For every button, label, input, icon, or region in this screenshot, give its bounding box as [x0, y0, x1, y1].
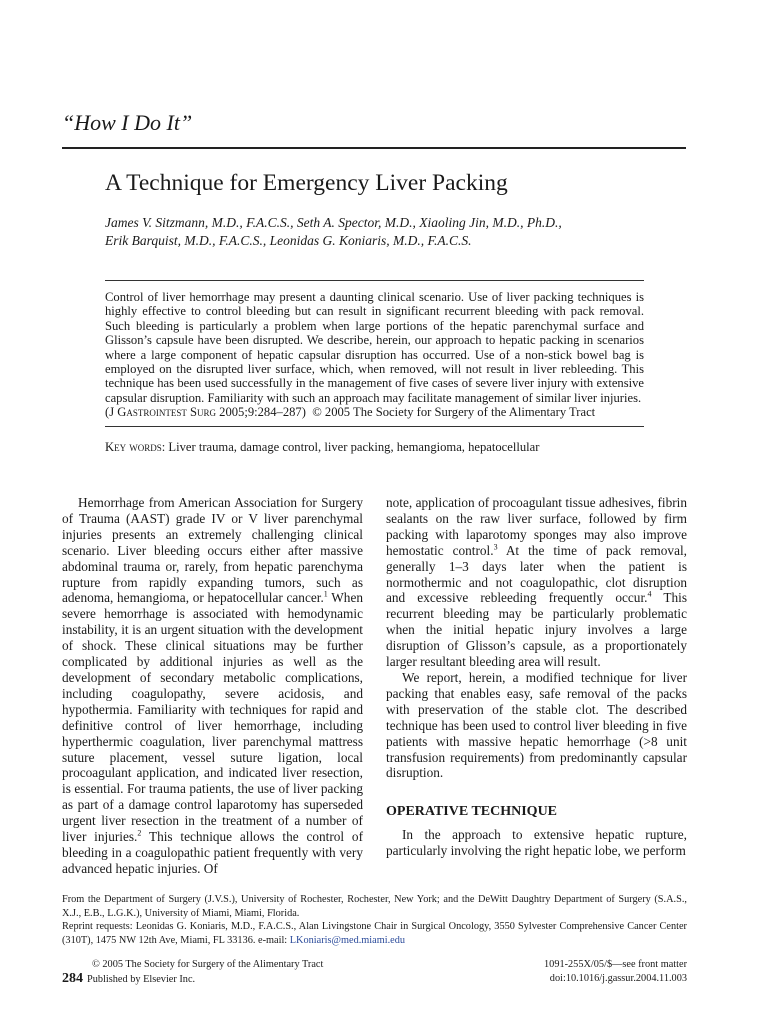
citation-journal: (J Gastrointest Surg	[105, 405, 216, 420]
body-column-left	[62, 495, 363, 877]
page-number: 284	[62, 970, 83, 986]
footer-left	[62, 958, 323, 986]
keywords-text: Liver trauma, damage control, liver packing, hemangioma, hepatocellular	[165, 440, 540, 454]
abstract-top-rule	[105, 280, 644, 281]
abstract	[105, 290, 644, 420]
body-paragraph: In the approach to extensive hepatic rupture, particularly involving the right hepatic lobe, we perform	[386, 827, 687, 859]
section-heading-operative: OPERATIVE TECHNIQUE	[386, 804, 558, 820]
publisher: Published by Elsevier Inc.	[87, 973, 196, 985]
section-heading: “How I Do It”	[62, 110, 193, 135]
body-column-right	[386, 495, 687, 859]
body-paragraph: Hemorrhage from American Association for Surgery of Trauma (AAST) grade IV or V liver parenchymal injuries presents an extremely challenging clinical scenario. Liver bleeding occurs either after massive abdominal trauma or, rarely, from hepatic parenchyma rupture from rapidly expanding tumors, such as adenoma, hemangioma, or hepatocellular cancer.$^1$ When severe hemorrhage is associated with hemodynamic instability, it is an urgent situation with the development of shock. These clinical situations may be further complicated by additional injuries as well as the development of secondary metabolic complications, including coagulopathy, severe acidosis, and hypothermia. Familiarity with techniques for rapid and definitive control of liver hemorrhage, including hyperthermic coagulation, liver parenchymal mattress suture placement, vessel suture ligation, local procoagulant application, and indicated liver resection, is essential. For trauma patients, the use of liver packing as part of a damage control laparotomy has superseded urgent liver resection in the treatment of a number of liver injuries.$^2$ This technique allows the control of bleeding in a coagulopathic patient frequently with very advanced hepatic injuries. Of	[62, 495, 364, 876]
footer-copyright: © 2005 The Society for Surgery of the Alimentary Tract	[92, 959, 324, 970]
abstract-text: Control of liver hemorrhage may present a daunting clinical scenario. Use of liver packing techniques is highly effective to control bleeding but can result in significant recurrent bleeding with pack removal. Such bleeding is particularly a problem when large portions of the hepatic parenchymal surface and Glisson’s capsule have been disrupted. We describe, herein, our approach to hepatic packing in scenarios where a large component of hepatic capsular disruption has occurred. Use of a non-stick bowel bag is employed on the disrupted liver surface, which, when removed, will not result in liver rebleeding. This technique has been used successfully in the management of five cases of severe liver injury with extensive capsular disruption. Familiarity with such an approach may facilitate management of similar liver injuries.	[105, 290, 644, 405]
reference-link[interactable]: 2	[137, 828, 142, 838]
doi: doi:10.1016/j.gassur.2004.11.003	[549, 972, 687, 984]
keywords	[105, 440, 665, 455]
citation-ref: 2005;9:284–287)	[216, 405, 306, 420]
abstract-copyright: © 2005 The Society for Surgery of the Alimentary Tract	[312, 405, 596, 420]
author-line: James V. Sitzmann, M.D., F.A.C.S., Seth A. Spector, M.D., Xiaoling Jin, M.D., Ph.D.,	[105, 215, 562, 230]
email-link[interactable]: LKoniaris@med.miami.edu	[289, 934, 406, 946]
keywords-label: Key words:	[105, 440, 166, 454]
reference-link[interactable]: 3	[493, 542, 498, 552]
footnotes	[62, 893, 687, 947]
author-line: Erik Barquist, M.D., F.A.C.S., Leonidas G. Koniaris, M.D., F.A.C.S.	[105, 233, 472, 248]
abstract-bottom-rule	[105, 426, 644, 427]
header-rule	[62, 147, 686, 149]
article-title: A Technique for Emergency Liver Packing	[105, 170, 508, 196]
issn: 1091-255X/05/$—see front matter	[544, 959, 687, 970]
reprint-note: Reprint requests: Leonidas G. Koniaris, M.D., F.A.C.S., Alan Livingstone Chair in Surgical Oncology, 3550 Sylvester Comprehensive Cancer Center (310T), 1475 NW 12th Ave, Miami, FL 33136. e-mail: LKoniaris@med.miami.edu	[62, 921, 687, 946]
body-paragraph: note, application of procoagulant tissue adhesives, fibrin sealants on the raw liver surface, followed by firm packing with laparotomy sponges may also improve hemostatic control.$^3$ At the time of pack removal, generally 1–3 days later when the patient is normothermic and not coagulopathic, clot disruption and excessive rebleeding frequently occur.$^4$ This recurrent bleeding may be particularly problematic when the initial hepatic injury involves a large disruption of Glisson’s capsule, as a proportionately larger resultant bleeding area will result.	[386, 495, 687, 670]
body-paragraph: We report, herein, a modified technique for liver packing that enables easy, safe removal of the packs with preservation of the stable clot. The described technique has been used to control liver bleeding in five patients with massive hepatic hemorrhage (>8 unit transfusion requirements) from predominantly capsular disruption.	[386, 669, 687, 781]
reference-link[interactable]: 1	[323, 590, 328, 600]
affiliation-note: From the Department of Surgery (J.V.S.), University of Rochester, Rochester, New York; and the DeWitt Daughtry Department of Surgery (S.A.S., X.J., E.B., L.G.K.), University of Miami, Miami, Florida.	[62, 894, 687, 919]
footer-right	[430, 958, 687, 985]
reference-link[interactable]: 4	[647, 590, 652, 600]
author-list	[105, 214, 665, 250]
